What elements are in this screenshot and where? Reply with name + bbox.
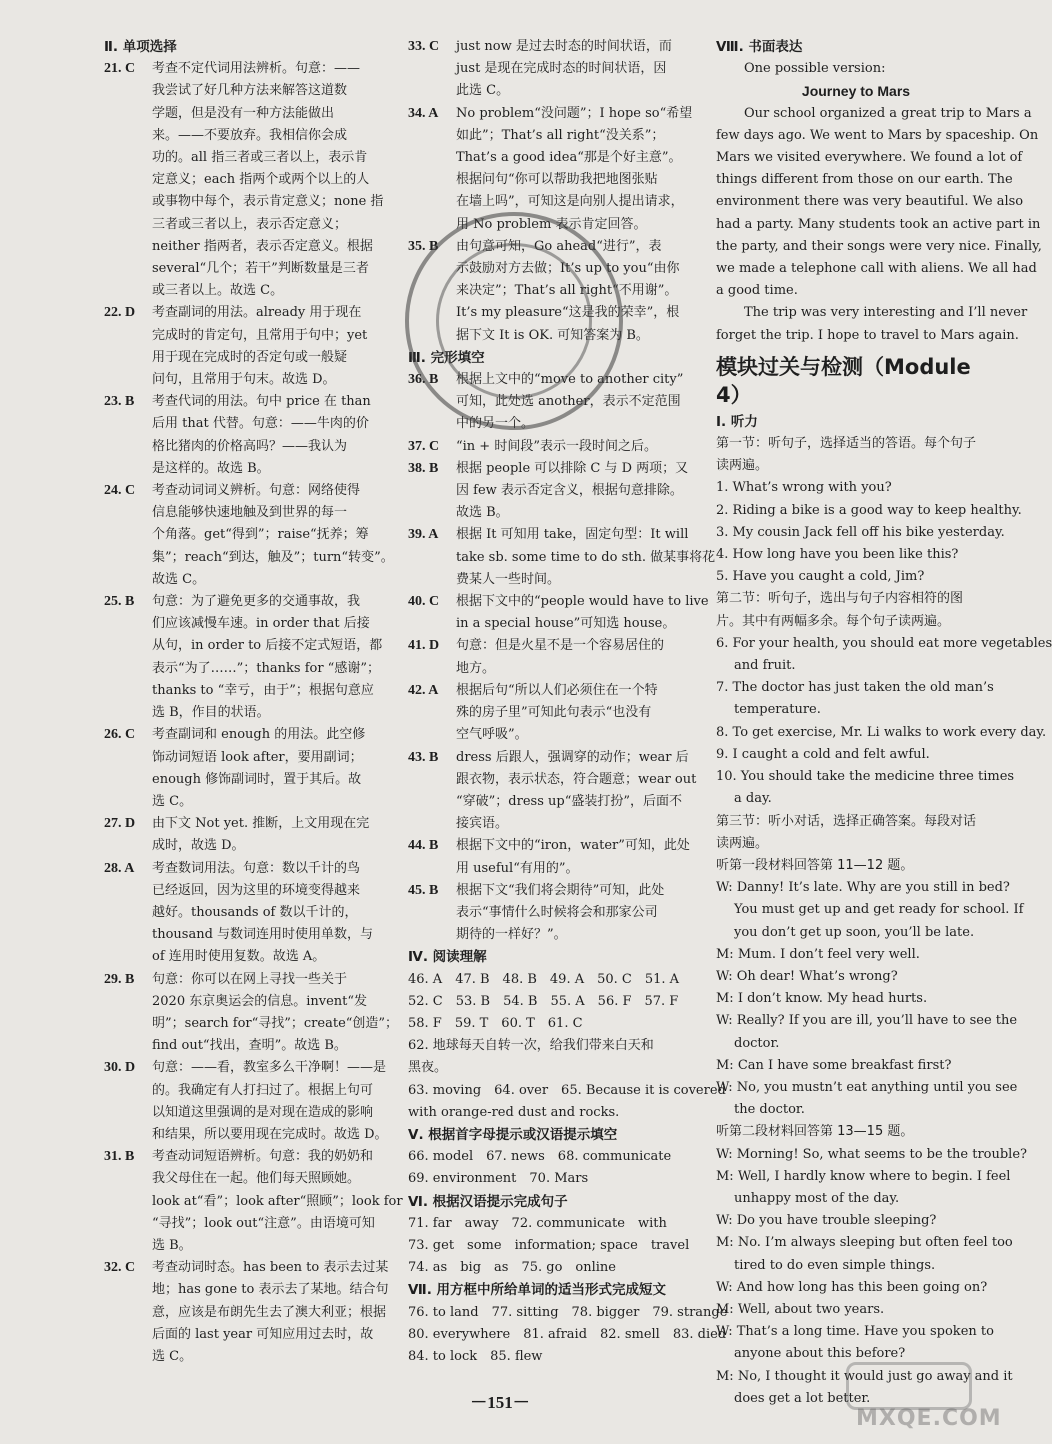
dialog-line: W: Oh dear! What’s wrong? bbox=[716, 968, 898, 984]
answer-line: 74. as big as 75. go online bbox=[408, 1260, 616, 1276]
answer-line: 中的另一个。 bbox=[456, 416, 535, 432]
listening-sentence: 1. What’s wrong with you? bbox=[716, 480, 892, 496]
answer-line: 因 few 表示否定含义，根据句意排除。 bbox=[456, 483, 683, 499]
answer-line: 63. moving 64. over 65. Because it is covered bbox=[408, 1082, 726, 1098]
answer-line: 句意：但是火星不是一个容易居住的 bbox=[456, 638, 665, 654]
essay-line: forget the trip. I hope to travel to Mars again. bbox=[716, 327, 1019, 343]
answer-line: 殊的房子里”可知此句表示“也没有 bbox=[456, 705, 652, 721]
essay-line: The trip was very interesting and I’ll never bbox=[744, 305, 1028, 321]
dialog-line: W: No, you mustn’t eat anything until you see bbox=[716, 1079, 1018, 1095]
listening-sentence: 3. My cousin Jack fell off his bike yesterday. bbox=[716, 524, 1005, 540]
answer-line: “穿破”；dress up“盛装打扮”，后面不 bbox=[456, 793, 682, 809]
answer-item bbox=[104, 1257, 389, 1368]
dialog-line: tired to do even simple things. bbox=[734, 1257, 936, 1273]
dialog-line: does get a lot better. bbox=[734, 1390, 871, 1406]
answer-line: 功的。all 指三者或三者以上，表示肯 bbox=[152, 150, 368, 166]
answer-line: 用 No problem 表示肯定回答。 bbox=[456, 216, 647, 232]
answer-list bbox=[408, 36, 693, 347]
answer-number: 21. C bbox=[104, 61, 136, 77]
answer-item bbox=[104, 724, 384, 813]
dialog-line: M: Mum. I don’t feel very well. bbox=[716, 946, 920, 962]
answer-line: 46. A 47. B 48. B 49. A 50. C 51. A bbox=[408, 971, 680, 987]
answer-line: 2020 东京奥运会的信息。invent“发 bbox=[152, 993, 368, 1009]
listening-sentence: temperature. bbox=[734, 702, 821, 718]
listening-sentence: 9. I caught a cold and felt awful. bbox=[716, 746, 930, 762]
answer-line: 接宾语。 bbox=[456, 816, 509, 832]
answer-item bbox=[408, 36, 690, 103]
answer-item bbox=[104, 302, 384, 391]
answer-line: 选 C。 bbox=[152, 793, 193, 809]
answer-line: 个角落。get“得到”；raise“抚养；筹 bbox=[152, 527, 369, 543]
answer-line: 句意：——看，教室多么干净啊！——是 bbox=[152, 1060, 387, 1076]
answer-line: 考查副词和 enough 的用法。此空修 bbox=[152, 727, 366, 743]
section-heading-cloze: Ⅲ. 完形填空 bbox=[408, 349, 485, 366]
listening-sentence: 2. Riding a bike is a good way to keep healthy. bbox=[716, 502, 1022, 518]
answer-line: 来。——不要放弃。我相信你会成 bbox=[152, 127, 348, 143]
dialog-line: M: Well, about two years. bbox=[716, 1301, 885, 1317]
essay-line: had a party. Many students took an active part in bbox=[716, 216, 1041, 232]
answer-line: 三者或三者以上，表示否定意义； bbox=[152, 216, 348, 232]
answer-number: 42. A bbox=[408, 682, 439, 698]
dialog-line: W: Do you have trouble sleeping? bbox=[716, 1213, 937, 1229]
answer-line: find out“找出，查明”。故选 B。 bbox=[152, 1038, 347, 1054]
instruction-line: 读两遍。 bbox=[716, 458, 769, 474]
listening-sentence: 5. Have you caught a cold, Jim? bbox=[716, 569, 925, 585]
answer-line: 示鼓励对方去做；It’s up to you“由你 bbox=[456, 261, 680, 277]
answer-line: 和结果，所以要用现在完成时。故选 D。 bbox=[152, 1126, 388, 1142]
watermark-text: MXQE.COM bbox=[856, 1406, 1002, 1431]
answer-line: 选 B。 bbox=[152, 1237, 192, 1253]
answer-number: 29. B bbox=[104, 971, 135, 987]
dialog-line: you don’t get up soon, you’ll be late. bbox=[734, 924, 975, 940]
answer-line: 根据后句“所以人们必须住在一个特 bbox=[456, 682, 658, 698]
answer-line: 根据下文中的“people would have to live bbox=[456, 594, 709, 610]
answer-item bbox=[408, 591, 709, 635]
answer-item bbox=[408, 635, 690, 679]
answer-line: 是这样的。故选 B。 bbox=[152, 460, 270, 476]
answer-line: 句意：你可以在网上寻找一些关于 bbox=[152, 971, 348, 987]
listening-part-heading bbox=[716, 811, 996, 855]
answer-line: 考查动词时态。has been to 表示去过某 bbox=[152, 1260, 389, 1276]
answer-line: 根据 people 可以排除 C 与 D 两项；又 bbox=[456, 460, 689, 476]
answer-number: 32. C bbox=[104, 1260, 136, 1276]
answer-item bbox=[408, 458, 690, 525]
answer-line: 故选 B。 bbox=[456, 505, 509, 521]
listening-sentence: 10. You should take the medicine three times bbox=[716, 769, 1015, 785]
dialog-line: M: No, I thought it would just go away and it bbox=[716, 1368, 1013, 1384]
answer-list bbox=[408, 369, 716, 946]
answer-line: 地方。 bbox=[456, 660, 496, 676]
answer-line: 根据下文“我们将会期待”可知，此处 bbox=[456, 882, 665, 898]
answer-line: 考查副词的用法。already 用于现在 bbox=[152, 305, 362, 321]
answer-line: look at“看”；look after“照顾”；look for bbox=[152, 1193, 403, 1209]
answer-item bbox=[104, 969, 399, 1058]
section-heading-single-choice: Ⅱ. 单项选择 bbox=[104, 39, 177, 55]
answer-line: 根据下文中的“iron，water”可知，此处 bbox=[456, 838, 690, 854]
answer-line: 越好。thousands of 数以千计的， bbox=[152, 904, 358, 920]
answer-line: 费某人一些时间。 bbox=[456, 571, 561, 587]
dialog-line: W: Really? If you are ill, you’ll have to see the bbox=[716, 1013, 1018, 1029]
answer-item bbox=[408, 103, 693, 236]
answer-line: 跟衣物，表示状态，符合题意；wear out bbox=[456, 771, 697, 787]
answer-line: 80. everywhere 81. afraid 82. smell 83. died bbox=[408, 1326, 727, 1342]
answer-line: 84. to lock 85. flew bbox=[408, 1348, 543, 1364]
answer-line: 根据上文中的“move to another city” bbox=[456, 372, 684, 388]
answer-line: in a special house”可知选 house。 bbox=[456, 616, 676, 632]
answer-line: No problem“没问题”；I hope so“希望 bbox=[456, 105, 693, 121]
answer-line: 或三者以上。故选 C。 bbox=[152, 283, 284, 299]
answer-line: 如此”；That’s all right“没关系”； bbox=[456, 127, 665, 143]
answer-line: 的。我确定有人打扫过了。根据上句可 bbox=[152, 1082, 374, 1098]
section-heading-writing: Ⅷ. 书面表达 bbox=[716, 39, 803, 55]
answer-number: 43. B bbox=[408, 749, 439, 765]
answer-number: 45. B bbox=[408, 882, 439, 898]
answer-line: 用于现在完成时的否定句或一般疑 bbox=[152, 349, 348, 365]
answer-line: enough 修饰副词时，置于其后。故 bbox=[152, 771, 362, 787]
answer-line: 定意义；each 指两个或两个以上的人 bbox=[152, 172, 370, 188]
listening-sentence: and fruit. bbox=[734, 658, 796, 674]
answer-line: 在墙上吗”，可知这是向别人提出请求， bbox=[456, 194, 684, 210]
answer-line: thanks to “幸亏，由于”；根据句意应 bbox=[152, 682, 374, 698]
answer-item bbox=[408, 524, 716, 591]
answer-line: 此选 C。 bbox=[456, 83, 510, 99]
answer-number: 34. A bbox=[408, 105, 439, 121]
answer-number: 30. D bbox=[104, 1060, 136, 1076]
answer-line: It’s my pleasure“这是我的荣幸”，根 bbox=[456, 305, 680, 321]
listening-sentence: a day. bbox=[734, 791, 772, 807]
answer-line: 故选 C。 bbox=[152, 571, 206, 587]
answer-line: 69. environment 70. Mars bbox=[408, 1171, 589, 1187]
dialog bbox=[716, 1144, 1028, 1410]
instruction-line: 片。其中有两幅多余。每个句子读两遍。 bbox=[716, 613, 951, 629]
answer-number: 25. B bbox=[104, 594, 135, 610]
answer-item bbox=[104, 858, 384, 969]
answer-line: 已经返回，因为这里的环境变得越来 bbox=[152, 882, 361, 898]
answer-line: 空气呼吸”。 bbox=[456, 727, 528, 743]
dialog-line: M: I don’t know. My head hurts. bbox=[716, 991, 928, 1007]
answer-item bbox=[104, 1146, 403, 1257]
answer-line: just now 是过去时态的时间状语，而 bbox=[456, 39, 672, 54]
answer-line: 考查代词的用法。句中 price 在 than bbox=[152, 394, 371, 410]
listening-sentence: 7. The doctor has just taken the old man’s bbox=[716, 680, 994, 696]
page-number: －151－ bbox=[470, 1393, 530, 1412]
answer-line: 地；has gone to 表示去了某地。结合句 bbox=[152, 1282, 389, 1298]
answer-line: 后用 that 代替。句意：——牛肉的价 bbox=[152, 416, 369, 432]
answer-line: 可知，此处选 another，表示不定范围 bbox=[456, 394, 681, 410]
answer-line: 我父母住在一起。他们每天照顾她。 bbox=[152, 1171, 361, 1187]
answer-line: neither 指两者，表示否定意义。根据 bbox=[152, 238, 373, 254]
answer-item bbox=[408, 680, 690, 747]
column-middle bbox=[408, 36, 728, 1368]
answer-line: 饰动词短语 look after，要用副词； bbox=[152, 749, 363, 765]
answer-line: 66. model 67. news 68. communicate bbox=[408, 1149, 672, 1165]
answer-line: 考查动词词义辨析。句意：网络使得 bbox=[152, 483, 361, 499]
dialog-line: W: Danny! It’s late. Why are you still in bed? bbox=[716, 880, 1010, 896]
answer-line: 58. F 59. T 60. T 61. C bbox=[408, 1015, 583, 1031]
dialog-line: W: And how long has this been going on? bbox=[716, 1279, 988, 1295]
essay-line: we made a telephone call with aliens. We all had bbox=[716, 261, 1037, 277]
answer-line: “in + 时间段”表示一段时间之后。 bbox=[456, 438, 657, 454]
answer-number: 27. D bbox=[104, 816, 136, 832]
answer-line: 以知道这里强调的是对现在造成的影响 bbox=[152, 1104, 374, 1120]
essay-title: Journey to Mars bbox=[801, 83, 911, 100]
dialog-line: the doctor. bbox=[734, 1102, 805, 1118]
answer-item bbox=[104, 480, 394, 591]
instruction-line: 第三节：听小对话，选择正确答案。每段对话 bbox=[716, 813, 977, 829]
section-heading-initial: Ⅴ. 根据首字母提示或汉语提示填空 bbox=[408, 1126, 618, 1143]
answer-line: take sb. some time to do sth. 做某事将花 bbox=[456, 549, 716, 565]
version-label: One possible version: bbox=[744, 61, 886, 77]
dialog-line: W: That’s a long time. Have you spoken to bbox=[716, 1324, 994, 1340]
listening-items bbox=[716, 477, 1022, 588]
answer-line: 表示“为了……”；thanks for “感谢”； bbox=[152, 660, 380, 676]
answer-number: 28. A bbox=[104, 860, 135, 876]
answer-line: That’s a good idea“那是个好主意”。 bbox=[456, 150, 682, 166]
answer-line: 据下文 It is OK. 可知答案为 B。 bbox=[456, 327, 649, 343]
answer-line: 71. far away 72. communicate with bbox=[408, 1215, 667, 1231]
answer-number: 39. A bbox=[408, 527, 439, 543]
answer-number: 41. D bbox=[408, 638, 440, 654]
answer-line: 73. get some information; space travel bbox=[408, 1237, 690, 1253]
answer-line: 黑夜。 bbox=[408, 1060, 448, 1076]
answer-item bbox=[104, 1057, 388, 1146]
answer-number: 22. D bbox=[104, 305, 136, 321]
essay-paragraph bbox=[716, 302, 1028, 346]
answer-number: 38. B bbox=[408, 460, 439, 476]
answer-line: “寻找”；look out“注意”。由语境可知 bbox=[152, 1215, 375, 1231]
answer-item bbox=[104, 591, 384, 724]
essay-line: Our school organized a great trip to Mars a bbox=[744, 105, 1032, 121]
dialog-line: M: Can I have some breakfast first? bbox=[716, 1057, 952, 1073]
answer-item bbox=[408, 747, 697, 836]
dialog-line: You must get up and get ready for school. If bbox=[734, 902, 1024, 918]
essay-line: few days ago. We went to Mars by spaceship. On bbox=[716, 127, 1039, 143]
essay-line: a good time. bbox=[716, 283, 798, 299]
instruction-line: 第一节：听句子，选择适当的答语。每个句子 bbox=[716, 436, 977, 452]
answer-number: 31. B bbox=[104, 1149, 135, 1165]
answer-line: 成时，故选 D。 bbox=[152, 838, 245, 854]
answer-number: 37. C bbox=[408, 438, 440, 454]
answer-number: 40. C bbox=[408, 594, 440, 610]
listening-part-heading bbox=[716, 433, 996, 477]
answer-number: 23. B bbox=[104, 394, 135, 410]
dialog-intro: 听第一段材料回答第 11—12 题。 bbox=[716, 857, 914, 873]
section-heading-fillin: Ⅶ. 用方框中所给单词的适当形式完成短文 bbox=[408, 1282, 667, 1299]
listening-sentence: 6. For your health, you should eat more vegetables bbox=[716, 635, 1052, 651]
answer-line: 明”；search for“寻找”；create“创造”； bbox=[152, 1015, 399, 1031]
dialog-line: unhappy most of the day. bbox=[734, 1190, 900, 1206]
essay-line: the party, and their songs were very nice. Finally, bbox=[716, 238, 1042, 254]
answer-line: 由句意可知，Go ahead“进行”，表 bbox=[456, 238, 662, 254]
answer-line: 表示“事情什么时候将会和那家公司 bbox=[456, 904, 658, 920]
answer-line: 用 useful“有用的”。 bbox=[456, 860, 579, 876]
dialog-line: doctor. bbox=[734, 1035, 780, 1051]
answer-line: of 连用时使用复数。故选 A。 bbox=[152, 949, 326, 965]
dialog-line: W: Morning! So, what seems to be the trouble? bbox=[716, 1146, 1028, 1162]
column-right bbox=[716, 36, 1052, 1410]
listening-items bbox=[716, 633, 1052, 811]
answer-line: 我尝试了好几种方法来解答这道数 bbox=[152, 83, 348, 99]
module-title: 模块过关与检测（Module 4） bbox=[716, 354, 971, 407]
answer-line: 52. C 53. B 54. B 55. A 56. F 57. F bbox=[408, 993, 679, 1009]
answer-item bbox=[408, 835, 690, 879]
answer-line: 根据 It 可知用 take，固定句型：It will bbox=[456, 527, 689, 543]
listening-sentence: 4. How long have you been like this? bbox=[716, 547, 959, 563]
answer-line: 由下文 Not yet. 推断，上文用现在完 bbox=[152, 816, 370, 832]
instruction-line: 读两遍。 bbox=[716, 835, 769, 851]
answer-line: with orange-red dust and rocks. bbox=[408, 1104, 620, 1120]
answer-number: 36. B bbox=[408, 372, 439, 388]
dialog bbox=[716, 877, 1024, 1121]
answer-line: 句意：为了避免更多的交通事故，我 bbox=[152, 594, 361, 610]
answer-line: 期待的一样好？”。 bbox=[456, 927, 567, 943]
answer-line: 根据问句“你可以帮助我把地图张贴 bbox=[456, 172, 658, 188]
essay-line: things different from those on our earth. The bbox=[716, 172, 1013, 188]
dialog-intro: 听第二段材料回答第 13—15 题。 bbox=[716, 1124, 914, 1140]
answer-line: 考查数词用法。句意：数以千计的鸟 bbox=[152, 860, 361, 876]
answer-line: 意，应该是布朗先生去了澳大利亚；根据 bbox=[152, 1304, 387, 1320]
answer-item bbox=[408, 880, 690, 947]
answer-line: 76. to land 77. sitting 78. bigger 79. strange bbox=[408, 1304, 728, 1320]
instruction-line: 第二节：听句子，选出与句子内容相符的图 bbox=[716, 591, 964, 607]
essay-paragraph bbox=[716, 103, 1042, 303]
answer-line: 选 B，作目的状语。 bbox=[152, 705, 270, 721]
answer-number: 24. C bbox=[104, 483, 136, 499]
answer-line: 完成时的肯定句，且常用于句中；yet bbox=[152, 327, 368, 343]
answer-item bbox=[408, 369, 690, 436]
answer-line: 集”；reach“到达，触及”；turn“转变”。 bbox=[152, 549, 394, 565]
fillin-answers bbox=[408, 1302, 728, 1369]
listening-part-heading bbox=[716, 588, 996, 632]
initial-answers bbox=[408, 1146, 690, 1190]
answer-line: 或事物中每个，表示肯定意义；none 指 bbox=[152, 194, 384, 210]
answer-line: 格比猪肉的价格高吗？——我认为 bbox=[152, 438, 348, 454]
answer-item bbox=[408, 436, 690, 458]
section-heading-translate: Ⅵ. 根据汉语提示完成句子 bbox=[408, 1193, 568, 1210]
section-heading-listening: Ⅰ. 听力 bbox=[716, 413, 758, 430]
answer-item bbox=[104, 813, 384, 857]
answer-number: 33. C bbox=[408, 39, 440, 54]
answer-number: 44. B bbox=[408, 838, 439, 854]
answer-item bbox=[104, 58, 384, 302]
answer-line: 们应该减慢车速。in order that 后接 bbox=[152, 616, 370, 632]
answer-line: several“几个；若干”判断数量是三者 bbox=[152, 261, 369, 277]
answer-line: 学题，但是没有一种方法能做出 bbox=[152, 105, 335, 121]
answer-line: 选 C。 bbox=[152, 1348, 193, 1364]
essay-line: environment there was very beautiful. We also bbox=[716, 194, 1024, 210]
answer-line: 信息能够快速地触及到世界的每一 bbox=[152, 505, 348, 521]
answer-line: 问句，且常用于句末。故选 D。 bbox=[152, 372, 336, 388]
answer-item bbox=[104, 391, 384, 480]
listening-sentence: 8. To get exercise, Mr. Li walks to work every day. bbox=[716, 724, 1047, 740]
answer-item bbox=[408, 236, 690, 347]
answer-line: thousand 与数词连用时使用单数，与 bbox=[152, 927, 374, 943]
answer-line: dress 后跟人，强调穿的动作；wear 后 bbox=[456, 749, 689, 765]
essay-line: Mars we visited everywhere. We found a lot of bbox=[716, 150, 1023, 166]
column-left bbox=[104, 36, 403, 1368]
answer-line: just 是现在完成时态的时间状语，因 bbox=[456, 61, 667, 77]
answer-line: 考查不定代词用法辨析。句意：—— bbox=[152, 61, 361, 77]
reading-answers bbox=[408, 969, 726, 1124]
translate-answers bbox=[408, 1213, 690, 1280]
answer-number: 35. B bbox=[408, 238, 439, 254]
dialog-line: anyone about this before? bbox=[734, 1346, 906, 1362]
answer-line: 来决定”；That’s all right“不用谢”。 bbox=[456, 283, 678, 299]
dialog-line: M: Well, I hardly know where to begin. I feel bbox=[716, 1168, 1011, 1184]
answer-line: 62. 地球每天自转一次，给我们带来白天和 bbox=[408, 1038, 654, 1054]
dialog-line: M: No. I’m always sleeping but often feel too bbox=[716, 1235, 1013, 1251]
answer-list bbox=[104, 58, 403, 1368]
answer-line: 考查动词短语辨析。句意：我的奶奶和 bbox=[152, 1149, 374, 1165]
answer-number: 26. C bbox=[104, 727, 136, 743]
section-heading-reading: Ⅳ. 阅读理解 bbox=[408, 949, 487, 966]
answer-line: 后面的 last year 可知应用过去时，故 bbox=[152, 1326, 374, 1342]
answer-line: 从句，in order to 后接不定式短语，都 bbox=[152, 638, 383, 654]
